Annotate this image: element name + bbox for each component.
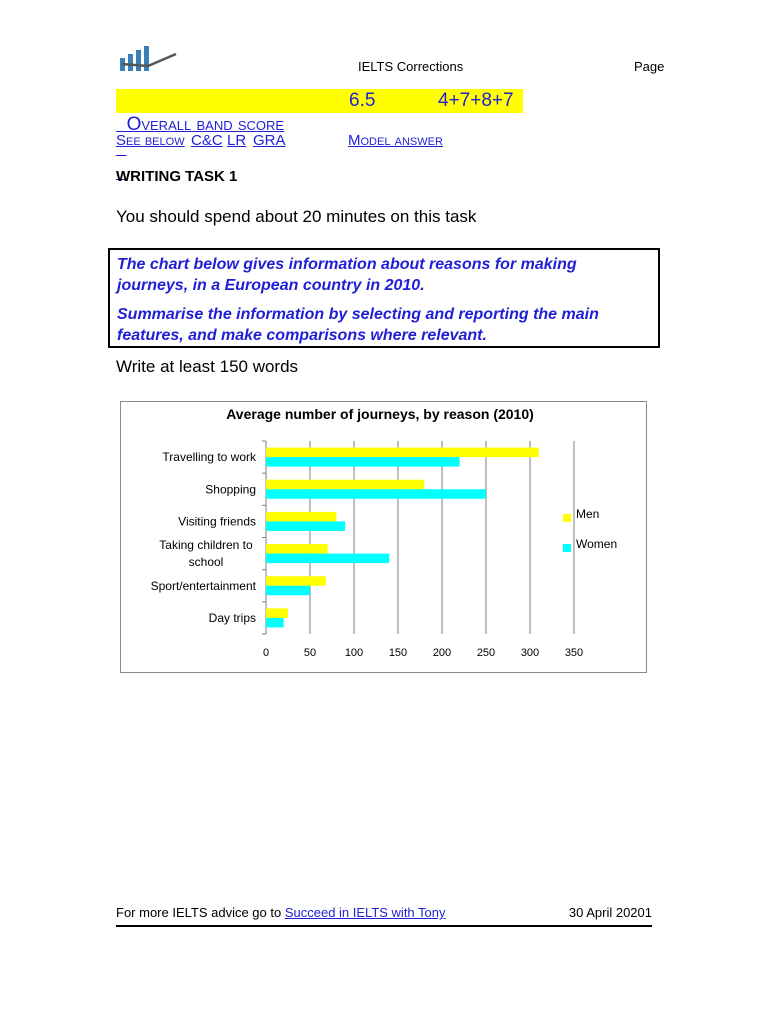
- x-tick-label: 350: [564, 647, 584, 659]
- footer-text: [116, 905, 446, 920]
- x-tick-label: 250: [476, 647, 496, 659]
- x-tick-label: 100: [344, 647, 364, 659]
- header-title: IELTS Corrections: [358, 59, 464, 74]
- bar-women: [266, 586, 310, 596]
- logo-icon: [118, 44, 178, 72]
- bar-women: [266, 489, 486, 499]
- x-tick-label: 50: [303, 647, 317, 659]
- x-tick-label: 200: [432, 647, 452, 659]
- category-label: Taking children to: [159, 538, 253, 553]
- bar-women: [266, 521, 345, 530]
- task-title: WRITING TASK 1: [116, 168, 238, 185]
- task-prompt-line-1: The chart below gives information about reasons for making journeys, in a European country in 2010.: [117, 256, 577, 294]
- score-breakdown: 4+7+8+7: [438, 90, 514, 111]
- chart-title: Average number of journeys, by reason (2010): [226, 406, 534, 422]
- legend-label-women: Women: [576, 537, 618, 551]
- x-tick-label: 150: [388, 647, 408, 659]
- time-instruction: You should spend about 20 minutes on this task: [116, 207, 477, 226]
- score-value: 6.5: [349, 90, 376, 111]
- lr-link[interactable]: LR: [227, 132, 247, 149]
- category-label: Day trips: [208, 610, 256, 625]
- header-page: Page: [634, 59, 665, 74]
- bar-women: [266, 618, 284, 628]
- task-prompt-box: [108, 248, 660, 348]
- journeys-bar-chart: [120, 401, 647, 673]
- bar-men: [266, 512, 336, 522]
- bar-men: [266, 576, 326, 586]
- bar-men: [266, 448, 539, 458]
- bar-men: [266, 608, 288, 618]
- category-label: Sport/entertainment: [150, 578, 256, 593]
- legend-swatch-men: [563, 514, 571, 522]
- bar-men: [266, 480, 424, 490]
- legend-swatch-women: [563, 544, 571, 552]
- model-answer-link[interactable]: Model answer: [348, 132, 443, 149]
- category-label: school: [188, 555, 224, 570]
- footer-link[interactable]: Succeed in IELTS with Tony: [284, 905, 446, 920]
- footer-date: 30 April 20201: [568, 905, 652, 920]
- score-label: Overall band score: [126, 114, 285, 135]
- page-footer: [116, 905, 652, 927]
- bar-men: [266, 544, 328, 554]
- bar-women: [266, 457, 460, 466]
- overall-score-bar: [116, 89, 523, 135]
- x-tick-label: 300: [520, 647, 540, 659]
- bar-women: [266, 554, 389, 564]
- see-below-link[interactable]: See below: [116, 132, 185, 149]
- task-prompt-line-2: Summarise the information by selecting and reporting the main features, and make comparisons where relevant.: [117, 306, 599, 344]
- gra-link[interactable]: GRA: [253, 132, 286, 149]
- category-label: Travelling to work: [162, 450, 256, 465]
- legend-label-men: Men: [576, 507, 600, 521]
- footer-prefix: For more IELTS advice go to: [116, 905, 285, 920]
- word-count-instruction: Write at least 150 words: [116, 357, 299, 376]
- category-label: Shopping: [205, 482, 256, 497]
- x-tick-label: 0: [262, 647, 270, 659]
- cc-link[interactable]: C&C: [191, 132, 223, 149]
- category-label: Visiting friends: [178, 514, 256, 529]
